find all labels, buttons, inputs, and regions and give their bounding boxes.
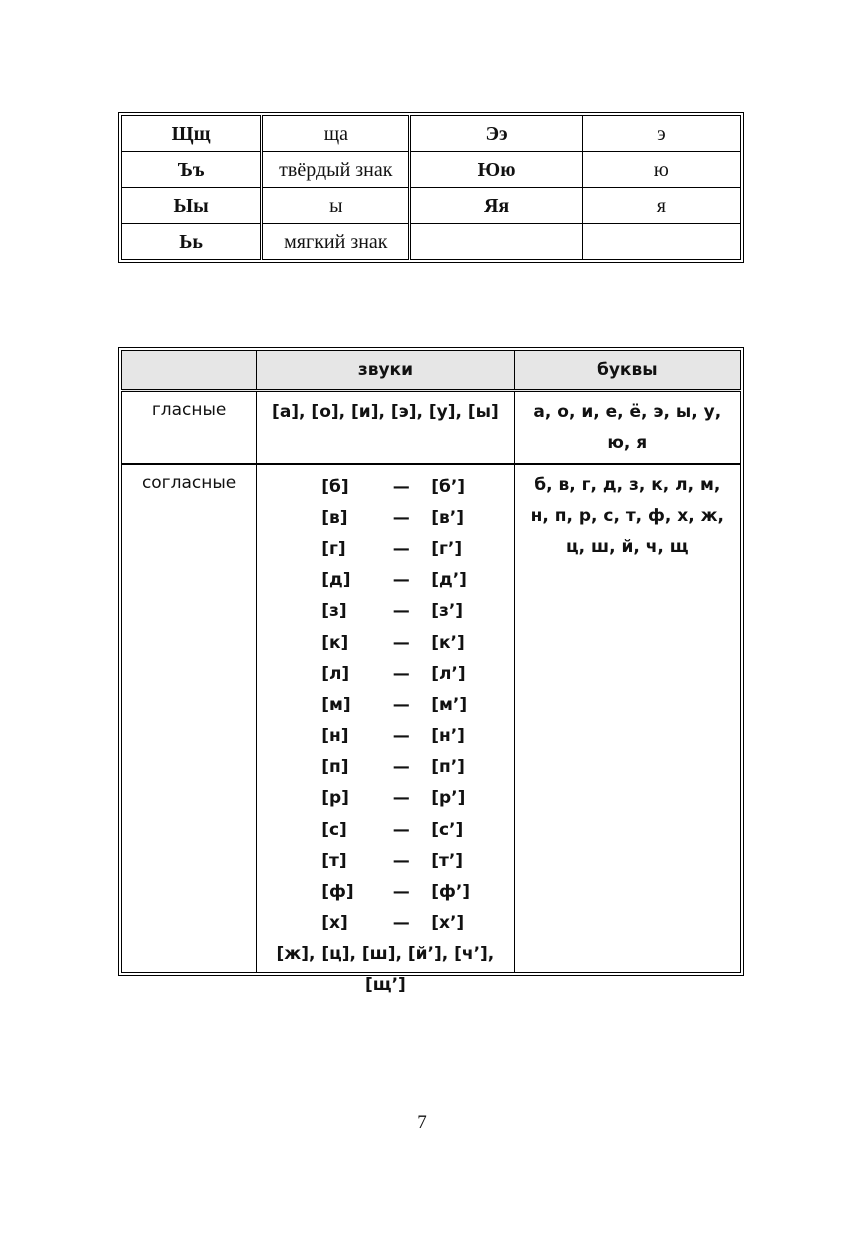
hard-sound: [л] xyxy=(321,663,350,684)
pair-dash: — xyxy=(392,476,410,497)
hard-sound: [в] xyxy=(321,507,348,528)
alphabet-row xyxy=(122,152,741,188)
letter-name-cell: ю xyxy=(582,152,740,188)
letter-name-cell: мягкий знак xyxy=(262,224,410,260)
consonant-sounds xyxy=(257,464,514,995)
page-number: 7 xyxy=(417,1112,427,1133)
soft-sound: [х’] xyxy=(431,913,465,934)
table-header-row xyxy=(122,351,741,391)
letter-cell: Ьь xyxy=(122,224,262,260)
soft-sound: [т’] xyxy=(431,850,464,871)
alphabet-table xyxy=(121,115,741,260)
consonant-pair xyxy=(263,908,507,939)
soft-sound: [к’] xyxy=(431,632,465,653)
letter-name-cell: ща xyxy=(262,116,410,152)
consonant-pair xyxy=(263,502,507,533)
consonant-pair xyxy=(263,689,507,720)
alphabet-table-frame xyxy=(118,112,744,263)
pair-dash: — xyxy=(392,663,410,684)
soft-sound: [г’] xyxy=(431,538,463,559)
letter-name-cell: ы xyxy=(262,188,410,224)
soft-sound: [н’] xyxy=(431,726,465,747)
letter-cell: Ээ xyxy=(410,116,582,152)
soft-sound: [с’] xyxy=(431,819,464,840)
letter-name-cell: твёрдый знак xyxy=(262,152,410,188)
consonant-pair xyxy=(263,565,507,596)
header-sounds: звуки xyxy=(257,351,514,391)
pair-dash: — xyxy=(392,507,410,528)
hard-sound: [ф] xyxy=(321,882,354,903)
hard-sound: [м] xyxy=(321,694,351,715)
consonant-pair xyxy=(263,814,507,845)
vowel-sounds: [а], [о], [и], [э], [у], [ы] xyxy=(257,391,514,465)
hard-sound: [п] xyxy=(321,757,349,778)
consonant-pair xyxy=(263,533,507,564)
alphabet-row xyxy=(122,224,741,260)
consonant-pair xyxy=(263,627,507,658)
hard-sound: [т] xyxy=(321,850,347,871)
consonant-pair xyxy=(263,752,507,783)
sounds-letters-table xyxy=(121,350,741,995)
pair-dash: — xyxy=(392,819,410,840)
letter-cell: Яя xyxy=(410,188,582,224)
pair-dash: — xyxy=(392,570,410,591)
pair-dash: — xyxy=(392,726,410,747)
soft-sound: [д’] xyxy=(431,570,467,591)
soft-sound: [п’] xyxy=(431,757,465,778)
consonant-pair xyxy=(263,876,507,907)
hard-sound: [б] xyxy=(321,476,349,497)
alphabet-row xyxy=(122,188,741,224)
hard-sound: [с] xyxy=(321,819,347,840)
hard-sound: [д] xyxy=(321,570,351,591)
letter-name-cell xyxy=(582,224,740,260)
pair-dash: — xyxy=(392,757,410,778)
header-blank-cell xyxy=(122,351,257,391)
pair-dash: — xyxy=(392,538,410,559)
header-letters: буквы xyxy=(514,351,740,391)
letter-name-cell: я xyxy=(582,188,740,224)
soft-sound: [в’] xyxy=(431,507,464,528)
hard-sound: [з] xyxy=(321,601,347,622)
letter-cell: Щщ xyxy=(122,116,262,152)
consonants-label: согласные xyxy=(122,464,257,972)
soft-sound: [ф’] xyxy=(431,882,471,903)
pair-dash: — xyxy=(392,694,410,715)
hard-sound: [р] xyxy=(321,788,349,809)
letter-cell xyxy=(410,224,582,260)
hard-sound: [х] xyxy=(321,913,348,934)
consonants-row xyxy=(122,464,741,972)
soft-sound: [з’] xyxy=(431,601,464,622)
vowels-label: гласные xyxy=(122,391,257,465)
pair-dash: — xyxy=(392,913,410,934)
letter-cell: Юю xyxy=(410,152,582,188)
soft-sound: [л’] xyxy=(431,663,466,684)
vowels-row xyxy=(122,391,741,465)
pair-dash: — xyxy=(392,882,410,903)
letter-name-cell: э xyxy=(582,116,740,152)
vowel-letters: а, о, и, е, ё, э, ы, у, ю, я xyxy=(514,391,740,465)
consonant-pair xyxy=(263,783,507,814)
hard-sound: [г] xyxy=(321,538,346,559)
consonant-pair xyxy=(263,845,507,876)
sounds-table-frame xyxy=(118,347,744,995)
consonant-pair xyxy=(263,471,507,502)
consonant-pair xyxy=(263,596,507,627)
pair-dash: — xyxy=(392,850,410,871)
consonant-letters: б, в, г, д, з, к, л, м, н, п, р, с, т, ф, х, ж, ц, ш, й, ч, щ xyxy=(514,464,740,972)
letter-cell: Ъъ xyxy=(122,152,262,188)
consonant-pair xyxy=(263,721,507,752)
letter-cell: Ыы xyxy=(122,188,262,224)
pair-dash: — xyxy=(392,632,410,653)
hard-sound: [н] xyxy=(321,726,349,747)
consonant-pair xyxy=(263,658,507,689)
soft-sound: [м’] xyxy=(431,694,468,715)
pair-dash: — xyxy=(392,601,410,622)
soft-sound: [р’] xyxy=(431,788,466,809)
alphabet-row xyxy=(122,116,741,152)
unpaired-consonants: [ж], [ц], [ш], [й’], [ч’], [щ’] xyxy=(276,943,495,995)
pair-dash: — xyxy=(392,788,410,809)
hard-sound: [к] xyxy=(321,632,349,653)
soft-sound: [б’] xyxy=(431,476,466,497)
